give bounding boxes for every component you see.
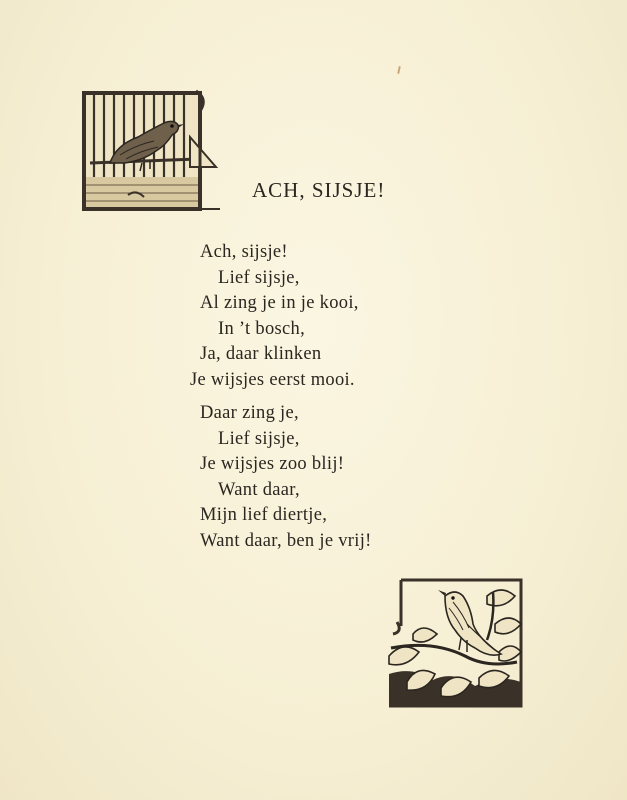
- poem-line: Ja, daar klinken: [200, 344, 322, 364]
- poem-line: Al zing je in je kooi,: [200, 293, 359, 313]
- stanza-2: [0, 401, 372, 554]
- stanza-1: [0, 240, 359, 393]
- poem-line: Daar zing je,: [200, 403, 299, 423]
- poem-line: Mijn lief diertje,: [200, 505, 328, 525]
- poem-line: Want daar,: [218, 479, 300, 500]
- poem-title: ACH, SIJSJE!: [252, 178, 386, 202]
- poem-line: Lief sijsje,: [218, 267, 300, 288]
- poem-line: Lief sijsje,: [218, 428, 300, 449]
- poem-line: Je wijsjes zoo blij!: [200, 454, 345, 474]
- poem-line: Want daar, ben je vrij!: [200, 530, 372, 551]
- poem-line: In ’t bosch,: [218, 318, 306, 339]
- bird-on-branch-icon: [383, 578, 525, 708]
- poem-line: Ach, sijsje!: [200, 242, 288, 262]
- poem-line: Je wijsjes eerst mooi.: [190, 369, 355, 390]
- paper-speck: [397, 66, 401, 74]
- caged-bird-icon: [80, 89, 220, 215]
